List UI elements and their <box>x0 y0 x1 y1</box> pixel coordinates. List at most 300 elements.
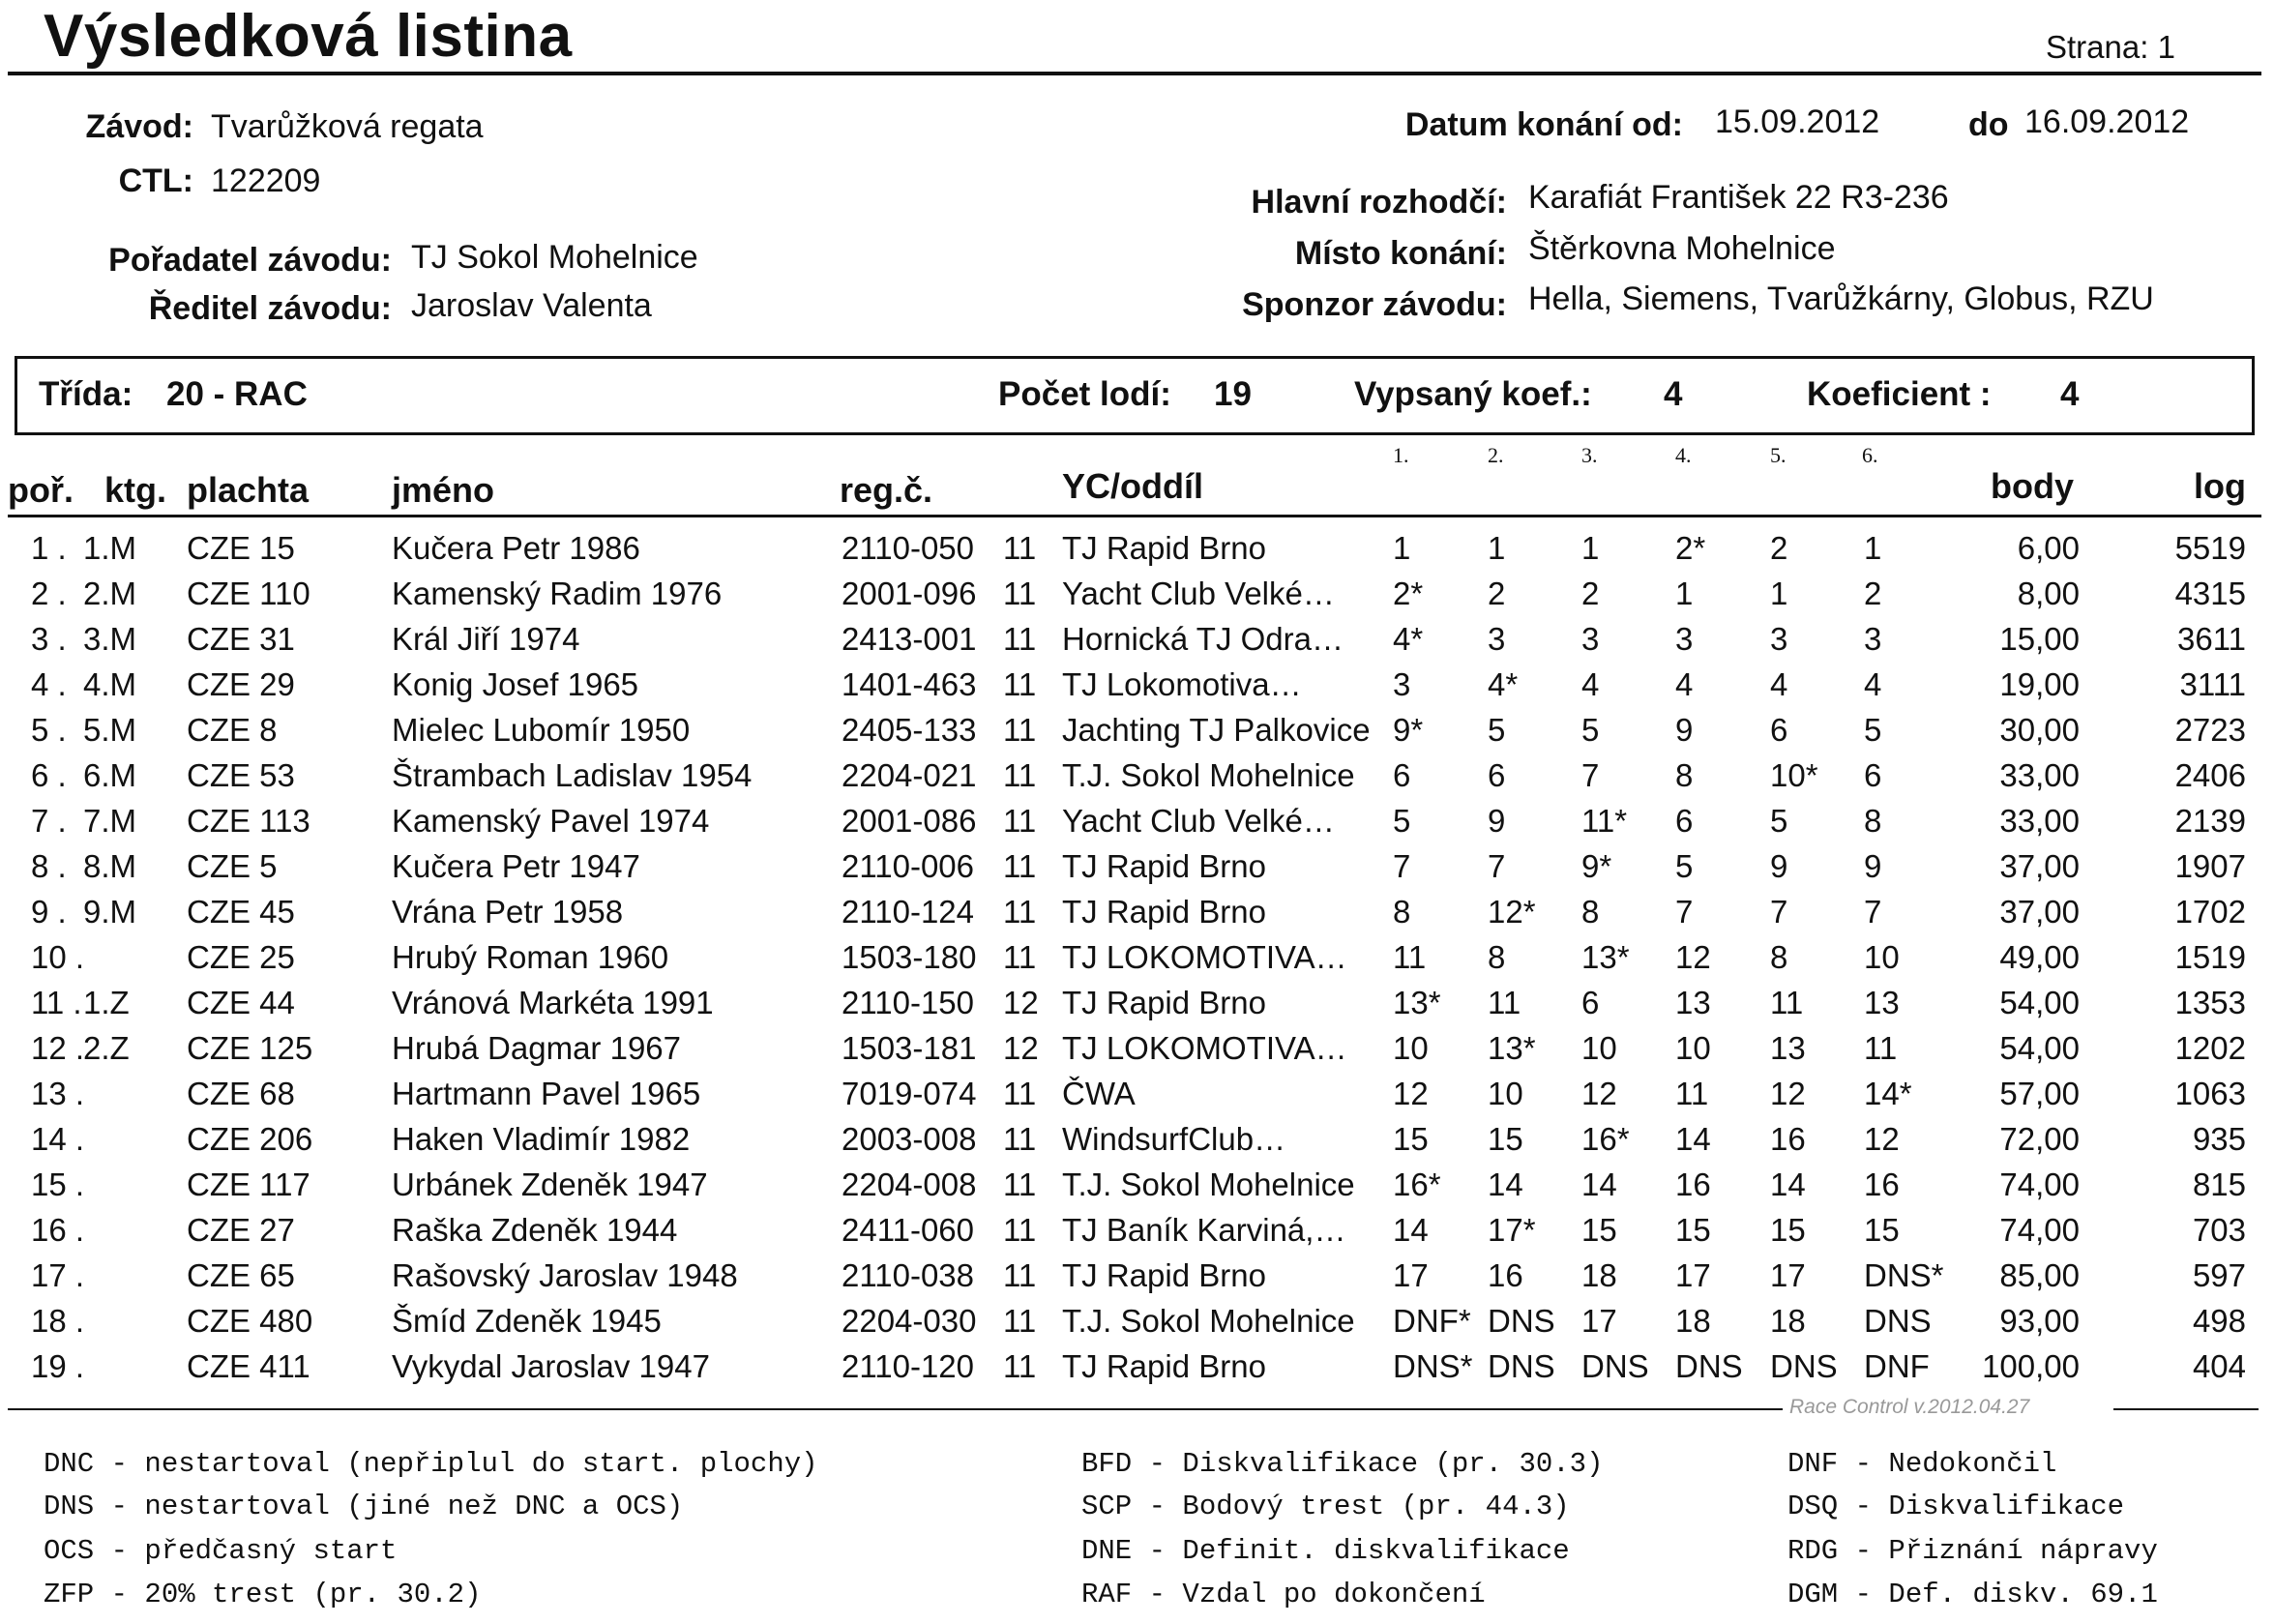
cell-points: 49,00 <box>1999 939 2080 975</box>
cell-registration: 2003-008 <box>842 1121 977 1157</box>
cell-position: 15 . <box>31 1166 85 1202</box>
cell-race-3: 12 <box>1581 1076 1617 1111</box>
cell-race-3: 2 <box>1581 576 1600 611</box>
listed-coef-label: Vypsaný koef.: <box>1354 375 1592 413</box>
cell-log: 2139 <box>2174 803 2246 839</box>
cell-race-1: DNF* <box>1393 1303 1471 1339</box>
table-row <box>0 757 2274 803</box>
cell-position: 10 . <box>31 939 85 975</box>
cell-points: 37,00 <box>1999 848 2080 884</box>
cell-club: ČWA <box>1062 1076 1136 1111</box>
cell-race-2: 12* <box>1488 894 1536 930</box>
place-label: Místo konání: <box>1294 235 1507 272</box>
col-header-race-3: 3. <box>1581 443 1598 467</box>
cell-race-2: DNS <box>1488 1303 1555 1339</box>
cell-registration: 2204-021 <box>842 757 977 793</box>
date-from-label: Datum konání od: <box>1404 106 1683 143</box>
cell-race-4: 4 <box>1675 666 1694 702</box>
cell-category: 6.M <box>83 757 137 793</box>
sponsor-value: Hella, Siemens, Tvarůžkárny, Globus, RZU <box>1528 281 2154 317</box>
legend-scp: SCP - Bodový trest (pr. 44.3) <box>1081 1491 1570 1522</box>
cell-race-4: 11 <box>1675 1076 1709 1111</box>
cell-race-2: 3 <box>1488 621 1506 657</box>
cell-race-5: 14 <box>1770 1166 1806 1202</box>
cell-name: Haken Vladimír 1982 <box>392 1121 691 1157</box>
cell-category: 9.M <box>83 894 137 930</box>
cell-club: TJ Rapid Brno <box>1062 985 1266 1020</box>
class-value: 20 - RAC <box>166 375 308 413</box>
cell-race-6: 1 <box>1864 530 1882 566</box>
cell-sail: CZE 206 <box>187 1121 313 1157</box>
cell-race-6: 11 <box>1864 1030 1898 1066</box>
cell-race-4: 5 <box>1675 848 1694 884</box>
table-row <box>0 803 2274 848</box>
cell-race-6: 16 <box>1864 1166 1900 1202</box>
cell-race-5: 2 <box>1770 530 1788 566</box>
cell-race-2: DNS <box>1488 1348 1555 1384</box>
legend-dgm: DGM - Def. diskv. 69.1 <box>1787 1579 2158 1610</box>
cell-race-5: 11 <box>1770 985 1804 1020</box>
table-row <box>0 939 2274 985</box>
cell-age-group: 11 <box>1003 666 1037 702</box>
cell-race-5: 12 <box>1770 1076 1806 1111</box>
cell-category: 1.Z <box>83 985 130 1020</box>
cell-position: 16 . <box>31 1212 85 1248</box>
cell-position: 11 . <box>31 985 82 1020</box>
cell-race-6: 6 <box>1864 757 1882 793</box>
cell-log: 404 <box>2192 1348 2246 1384</box>
col-header-name: jméno <box>392 470 495 510</box>
cell-race-2: 2 <box>1488 576 1506 611</box>
cell-points: 72,00 <box>1999 1121 2080 1157</box>
cell-age-group: 11 <box>1003 757 1037 793</box>
cell-name: Vránová Markéta 1991 <box>392 985 714 1020</box>
cell-log: 703 <box>2192 1212 2246 1248</box>
cell-race-5: 7 <box>1770 894 1788 930</box>
page-label: Strana: <box>2046 29 2149 65</box>
table-row <box>0 1076 2274 1121</box>
cell-race-3: DNS <box>1581 1348 1649 1384</box>
legend-bfd: BFD - Diskvalifikace (pr. 30.3) <box>1081 1448 1604 1480</box>
cell-age-group: 11 <box>1003 1166 1037 1202</box>
cell-race-3: 3 <box>1581 621 1600 657</box>
cell-race-6: 15 <box>1864 1212 1900 1248</box>
cell-registration: 2204-008 <box>842 1166 977 1202</box>
cell-age-group: 11 <box>1003 1303 1037 1339</box>
cell-race-6: 12 <box>1864 1121 1900 1157</box>
organizer-label: Pořadatel závodu: <box>108 242 392 279</box>
cell-name: Kučera Petr 1986 <box>392 530 640 566</box>
cell-name: Vykydal Jaroslav 1947 <box>392 1348 710 1384</box>
cell-age-group: 11 <box>1003 530 1037 566</box>
cell-log: 3611 <box>2177 621 2246 657</box>
footer-divider-right <box>2113 1408 2259 1410</box>
table-row <box>0 1257 2274 1303</box>
page-number: 1 <box>2157 29 2175 65</box>
cell-name: Šmíd Zdeněk 1945 <box>392 1303 662 1339</box>
coef-label: Koeficient : <box>1807 375 1992 413</box>
date-from-value: 15.09.2012 <box>1715 103 1880 140</box>
cell-category: 5.M <box>83 712 137 748</box>
cell-club: TJ Rapid Brno <box>1062 1348 1266 1384</box>
cell-race-1: 12 <box>1393 1076 1429 1111</box>
cell-sail: CZE 8 <box>187 712 278 748</box>
table-row <box>0 576 2274 621</box>
cell-race-1: 10 <box>1393 1030 1429 1066</box>
cell-race-1: 9* <box>1393 712 1424 748</box>
cell-points: 8,00 <box>2017 576 2080 611</box>
referee-value: Karafiát František 22 R3-236 <box>1528 179 1949 216</box>
cell-log: 1202 <box>2174 1030 2246 1066</box>
table-row <box>0 1166 2274 1212</box>
cell-registration: 2110-050 <box>842 530 975 566</box>
cell-race-3: 15 <box>1581 1212 1617 1248</box>
legend-rdg: RDG - Přiznání nápravy <box>1787 1535 2158 1567</box>
cell-name: Hartmann Pavel 1965 <box>392 1076 701 1111</box>
legend-dne: DNE - Definit. diskvalifikace <box>1081 1535 1570 1567</box>
page-indicator <box>2046 29 2175 66</box>
col-header-points: body <box>1991 466 2074 506</box>
cell-points: 30,00 <box>1999 712 2080 748</box>
cell-points: 93,00 <box>1999 1303 2080 1339</box>
cell-name: Vrána Petr 1958 <box>392 894 624 930</box>
cell-name: Konig Josef 1965 <box>392 666 639 702</box>
cell-points: 15,00 <box>1999 621 2080 657</box>
cell-race-4: 18 <box>1675 1303 1711 1339</box>
cell-race-2: 15 <box>1488 1121 1523 1157</box>
cell-race-2: 13* <box>1488 1030 1536 1066</box>
cell-race-2: 8 <box>1488 939 1506 975</box>
cell-club: TJ Rapid Brno <box>1062 1257 1266 1293</box>
cell-name: Raška Zdeněk 1944 <box>392 1212 678 1248</box>
cell-club: TJ Rapid Brno <box>1062 530 1266 566</box>
cell-race-1: 3 <box>1393 666 1411 702</box>
cell-race-4: 14 <box>1675 1121 1711 1157</box>
table-row <box>0 894 2274 939</box>
cell-club: WindsurfClub… <box>1062 1121 1286 1157</box>
cell-category: 1.M <box>83 530 137 566</box>
cell-race-5: 15 <box>1770 1212 1806 1248</box>
legend-dnc: DNC - nestartoval (nepřiplul do start. plochy) <box>44 1448 818 1480</box>
col-header-category: ktg. <box>104 470 167 510</box>
cell-log: 597 <box>2192 1257 2246 1293</box>
cell-points: 57,00 <box>1999 1076 2080 1111</box>
director-label: Ředitel závodu: <box>148 290 392 327</box>
cell-log: 935 <box>2192 1121 2246 1157</box>
col-header-race-1: 1. <box>1393 443 1409 467</box>
col-header-club: YC/oddíl <box>1062 466 1203 506</box>
cell-position: 4 . <box>31 666 67 702</box>
cell-category: 4.M <box>83 666 137 702</box>
cell-race-6: 5 <box>1864 712 1882 748</box>
cell-sail: CZE 411 <box>187 1348 310 1384</box>
col-header-registration: reg.č. <box>840 470 933 510</box>
cell-name: Kamenský Radim 1976 <box>392 576 723 611</box>
cell-race-5: DNS <box>1770 1348 1838 1384</box>
col-header-race-4: 4. <box>1675 443 1692 467</box>
col-header-race-5: 5. <box>1770 443 1787 467</box>
cell-race-4: 10 <box>1675 1030 1711 1066</box>
cell-race-1: 15 <box>1393 1121 1429 1157</box>
table-row <box>0 712 2274 757</box>
cell-race-2: 16 <box>1488 1257 1523 1293</box>
header-divider <box>8 515 2261 517</box>
col-header-sail: plachta <box>187 470 310 510</box>
cell-race-1: 14 <box>1393 1212 1429 1248</box>
cell-age-group: 11 <box>1003 939 1037 975</box>
cell-club: T.J. Sokol Mohelnice <box>1062 757 1355 793</box>
cell-race-5: 6 <box>1770 712 1788 748</box>
boats-label: Počet lodí: <box>998 375 1171 413</box>
cell-points: 37,00 <box>1999 894 2080 930</box>
cell-log: 4315 <box>2174 576 2246 611</box>
cell-race-1: 17 <box>1393 1257 1429 1293</box>
col-header-race-6: 6. <box>1862 443 1878 467</box>
cell-age-group: 11 <box>1003 894 1037 930</box>
sponsor-label: Sponzor závodu: <box>1242 286 1507 323</box>
cell-sail: CZE 44 <box>187 985 295 1020</box>
cell-race-2: 17* <box>1488 1212 1536 1248</box>
cell-sail: CZE 125 <box>187 1030 313 1066</box>
cell-race-4: 1 <box>1675 576 1694 611</box>
cell-log: 2723 <box>2174 712 2246 748</box>
cell-race-6: 14* <box>1864 1076 1912 1111</box>
cell-club: TJ LOKOMOTIVA… <box>1062 1030 1347 1066</box>
cell-position: 12 . <box>31 1030 85 1066</box>
cell-sail: CZE 480 <box>187 1303 313 1339</box>
cell-name: Hrubý Roman 1960 <box>392 939 669 975</box>
table-row <box>0 1303 2274 1348</box>
cell-race-3: 14 <box>1581 1166 1617 1202</box>
title-divider <box>8 72 2261 75</box>
cell-race-6: DNS* <box>1864 1257 1944 1293</box>
table-row <box>0 621 2274 666</box>
cell-club: TJ Rapid Brno <box>1062 848 1266 884</box>
cell-registration: 2110-124 <box>842 894 975 930</box>
cell-race-5: 3 <box>1770 621 1788 657</box>
cell-points: 74,00 <box>1999 1166 2080 1202</box>
coef-value: 4 <box>2060 375 2080 413</box>
cell-sail: CZE 117 <box>187 1166 310 1202</box>
cell-position: 14 . <box>31 1121 85 1157</box>
cell-registration: 2110-150 <box>842 985 975 1020</box>
cell-position: 8 . <box>31 848 67 884</box>
cell-sail: CZE 65 <box>187 1257 295 1293</box>
cell-race-3: 10 <box>1581 1030 1617 1066</box>
cell-name: Král Jiří 1974 <box>392 621 580 657</box>
cell-log: 5519 <box>2174 530 2246 566</box>
cell-race-3: 5 <box>1581 712 1600 748</box>
cell-race-6: 10 <box>1864 939 1900 975</box>
cell-position: 3 . <box>31 621 67 657</box>
cell-position: 19 . <box>31 1348 85 1384</box>
legend-dnf: DNF - Nedokončil <box>1787 1448 2057 1480</box>
cell-age-group: 12 <box>1003 1030 1039 1066</box>
cell-registration: 2001-086 <box>842 803 977 839</box>
cell-log: 1063 <box>2174 1076 2246 1111</box>
cell-race-5: 18 <box>1770 1303 1806 1339</box>
table-row <box>0 1348 2274 1394</box>
cell-race-2: 11 <box>1488 985 1521 1020</box>
cell-log: 498 <box>2192 1303 2246 1339</box>
cell-registration: 1503-181 <box>842 1030 977 1066</box>
cell-sail: CZE 29 <box>187 666 295 702</box>
cell-race-5: 13 <box>1770 1030 1806 1066</box>
cell-club: Yacht Club Velké… <box>1062 803 1335 839</box>
cell-sail: CZE 25 <box>187 939 295 975</box>
cell-race-3: 16* <box>1581 1121 1630 1157</box>
table-row <box>0 1121 2274 1166</box>
boats-value: 19 <box>1214 375 1252 413</box>
cell-race-1: 16* <box>1393 1166 1441 1202</box>
cell-age-group: 12 <box>1003 985 1039 1020</box>
cell-registration: 2413-001 <box>842 621 977 657</box>
legend-zfp: ZFP - 20% trest (pr. 30.2) <box>44 1579 482 1610</box>
cell-position: 13 . <box>31 1076 85 1111</box>
cell-registration: 2204-030 <box>842 1303 977 1339</box>
cell-race-5: 8 <box>1770 939 1788 975</box>
cell-race-5: 5 <box>1770 803 1788 839</box>
cell-position: 5 . <box>31 712 67 748</box>
cell-race-3: 4 <box>1581 666 1600 702</box>
cell-category: 7.M <box>83 803 137 839</box>
cell-position: 18 . <box>31 1303 85 1339</box>
cell-points: 33,00 <box>1999 757 2080 793</box>
cell-race-1: 2* <box>1393 576 1424 611</box>
cell-points: 54,00 <box>1999 985 2080 1020</box>
cell-race-5: 4 <box>1770 666 1788 702</box>
col-header-log: log <box>2194 466 2246 506</box>
cell-points: 85,00 <box>1999 1257 2080 1293</box>
cell-registration: 1503-180 <box>842 939 977 975</box>
col-header-race-2: 2. <box>1488 443 1504 467</box>
cell-race-3: 9* <box>1581 848 1612 884</box>
cell-registration: 2110-038 <box>842 1257 975 1293</box>
cell-log: 1702 <box>2174 894 2246 930</box>
cell-race-3: 18 <box>1581 1257 1617 1293</box>
cell-race-4: 13 <box>1675 985 1711 1020</box>
cell-race-2: 1 <box>1488 530 1506 566</box>
cell-race-1: 5 <box>1393 803 1411 839</box>
cell-position: 17 . <box>31 1257 85 1293</box>
cell-race-5: 16 <box>1770 1121 1806 1157</box>
cell-points: 54,00 <box>1999 1030 2080 1066</box>
cell-club: T.J. Sokol Mohelnice <box>1062 1166 1355 1202</box>
cell-race-1: 11 <box>1393 939 1427 975</box>
cell-race-1: 7 <box>1393 848 1411 884</box>
cell-position: 9 . <box>31 894 67 930</box>
cell-age-group: 11 <box>1003 1121 1037 1157</box>
cell-race-6: 3 <box>1864 621 1882 657</box>
cell-club: TJ Rapid Brno <box>1062 894 1266 930</box>
listed-coef-value: 4 <box>1664 375 1683 413</box>
cell-registration: 1401-463 <box>842 666 977 702</box>
cell-sail: CZE 5 <box>187 848 278 884</box>
cell-name: Mielec Lubomír 1950 <box>392 712 691 748</box>
cell-race-1: DNS* <box>1393 1348 1473 1384</box>
cell-race-6: DNF <box>1864 1348 1930 1384</box>
cell-sail: CZE 113 <box>187 803 310 839</box>
cell-race-5: 9 <box>1770 848 1788 884</box>
cell-age-group: 11 <box>1003 621 1037 657</box>
cell-race-4: DNS <box>1675 1348 1743 1384</box>
cell-log: 2406 <box>2174 757 2246 793</box>
cell-race-1: 6 <box>1393 757 1411 793</box>
cell-category: 8.M <box>83 848 137 884</box>
cell-log: 1353 <box>2174 985 2246 1020</box>
cell-race-1: 1 <box>1393 530 1411 566</box>
cell-race-2: 5 <box>1488 712 1506 748</box>
cell-race-6: 13 <box>1864 985 1900 1020</box>
cell-age-group: 11 <box>1003 1212 1037 1248</box>
cell-race-6: 4 <box>1864 666 1882 702</box>
cell-age-group: 11 <box>1003 1076 1037 1111</box>
cell-race-2: 7 <box>1488 848 1506 884</box>
referee-label: Hlavní rozhodčí: <box>1251 184 1507 221</box>
cell-log: 1907 <box>2174 848 2246 884</box>
cell-race-2: 9 <box>1488 803 1506 839</box>
date-to-label: do <box>1968 106 2009 143</box>
footer-divider-left <box>8 1408 1783 1410</box>
table-row <box>0 985 2274 1030</box>
table-row <box>0 1212 2274 1257</box>
cell-race-4: 9 <box>1675 712 1694 748</box>
cell-race-4: 3 <box>1675 621 1694 657</box>
table-row <box>0 530 2274 576</box>
cell-age-group: 11 <box>1003 576 1037 611</box>
cell-club: TJ LOKOMOTIVA… <box>1062 939 1347 975</box>
col-header-position: poř. <box>8 470 74 510</box>
cell-age-group: 11 <box>1003 712 1037 748</box>
cell-race-6: 2 <box>1864 576 1882 611</box>
cell-name: Hrubá Dagmar 1967 <box>392 1030 681 1066</box>
software-credit: Race Control v.2012.04.27 <box>1789 1396 2030 1418</box>
cell-position: 7 . <box>31 803 67 839</box>
cell-race-5: 17 <box>1770 1257 1806 1293</box>
cell-race-3: 11* <box>1581 803 1628 839</box>
cell-name: Kamenský Pavel 1974 <box>392 803 710 839</box>
cell-race-4: 17 <box>1675 1257 1711 1293</box>
cell-position: 2 . <box>31 576 67 611</box>
cell-race-2: 14 <box>1488 1166 1523 1202</box>
cell-race-2: 10 <box>1488 1076 1523 1111</box>
cell-points: 100,00 <box>1982 1348 2080 1384</box>
cell-age-group: 11 <box>1003 1348 1037 1384</box>
cell-category: 3.M <box>83 621 137 657</box>
cell-race-1: 8 <box>1393 894 1411 930</box>
legend-dsq: DSQ - Diskvalifikace <box>1787 1491 2125 1522</box>
cell-club: Yacht Club Velké… <box>1062 576 1335 611</box>
cell-registration: 2110-120 <box>842 1348 975 1384</box>
cell-race-2: 6 <box>1488 757 1506 793</box>
cell-position: 1 . <box>31 530 67 566</box>
cell-points: 6,00 <box>2017 530 2080 566</box>
table-row <box>0 848 2274 894</box>
cell-sail: CZE 27 <box>187 1212 295 1248</box>
cell-race-4: 16 <box>1675 1166 1711 1202</box>
cell-age-group: 11 <box>1003 803 1037 839</box>
cell-race-6: 9 <box>1864 848 1882 884</box>
ctl-value: 122209 <box>211 162 321 199</box>
cell-registration: 2411-060 <box>842 1212 975 1248</box>
cell-sail: CZE 31 <box>187 621 295 657</box>
cell-club: TJ Lokomotiva… <box>1062 666 1302 702</box>
cell-race-3: 1 <box>1581 530 1600 566</box>
cell-points: 33,00 <box>1999 803 2080 839</box>
cell-race-3: 7 <box>1581 757 1600 793</box>
cell-name: Kučera Petr 1947 <box>392 848 640 884</box>
cell-sail: CZE 68 <box>187 1076 295 1111</box>
